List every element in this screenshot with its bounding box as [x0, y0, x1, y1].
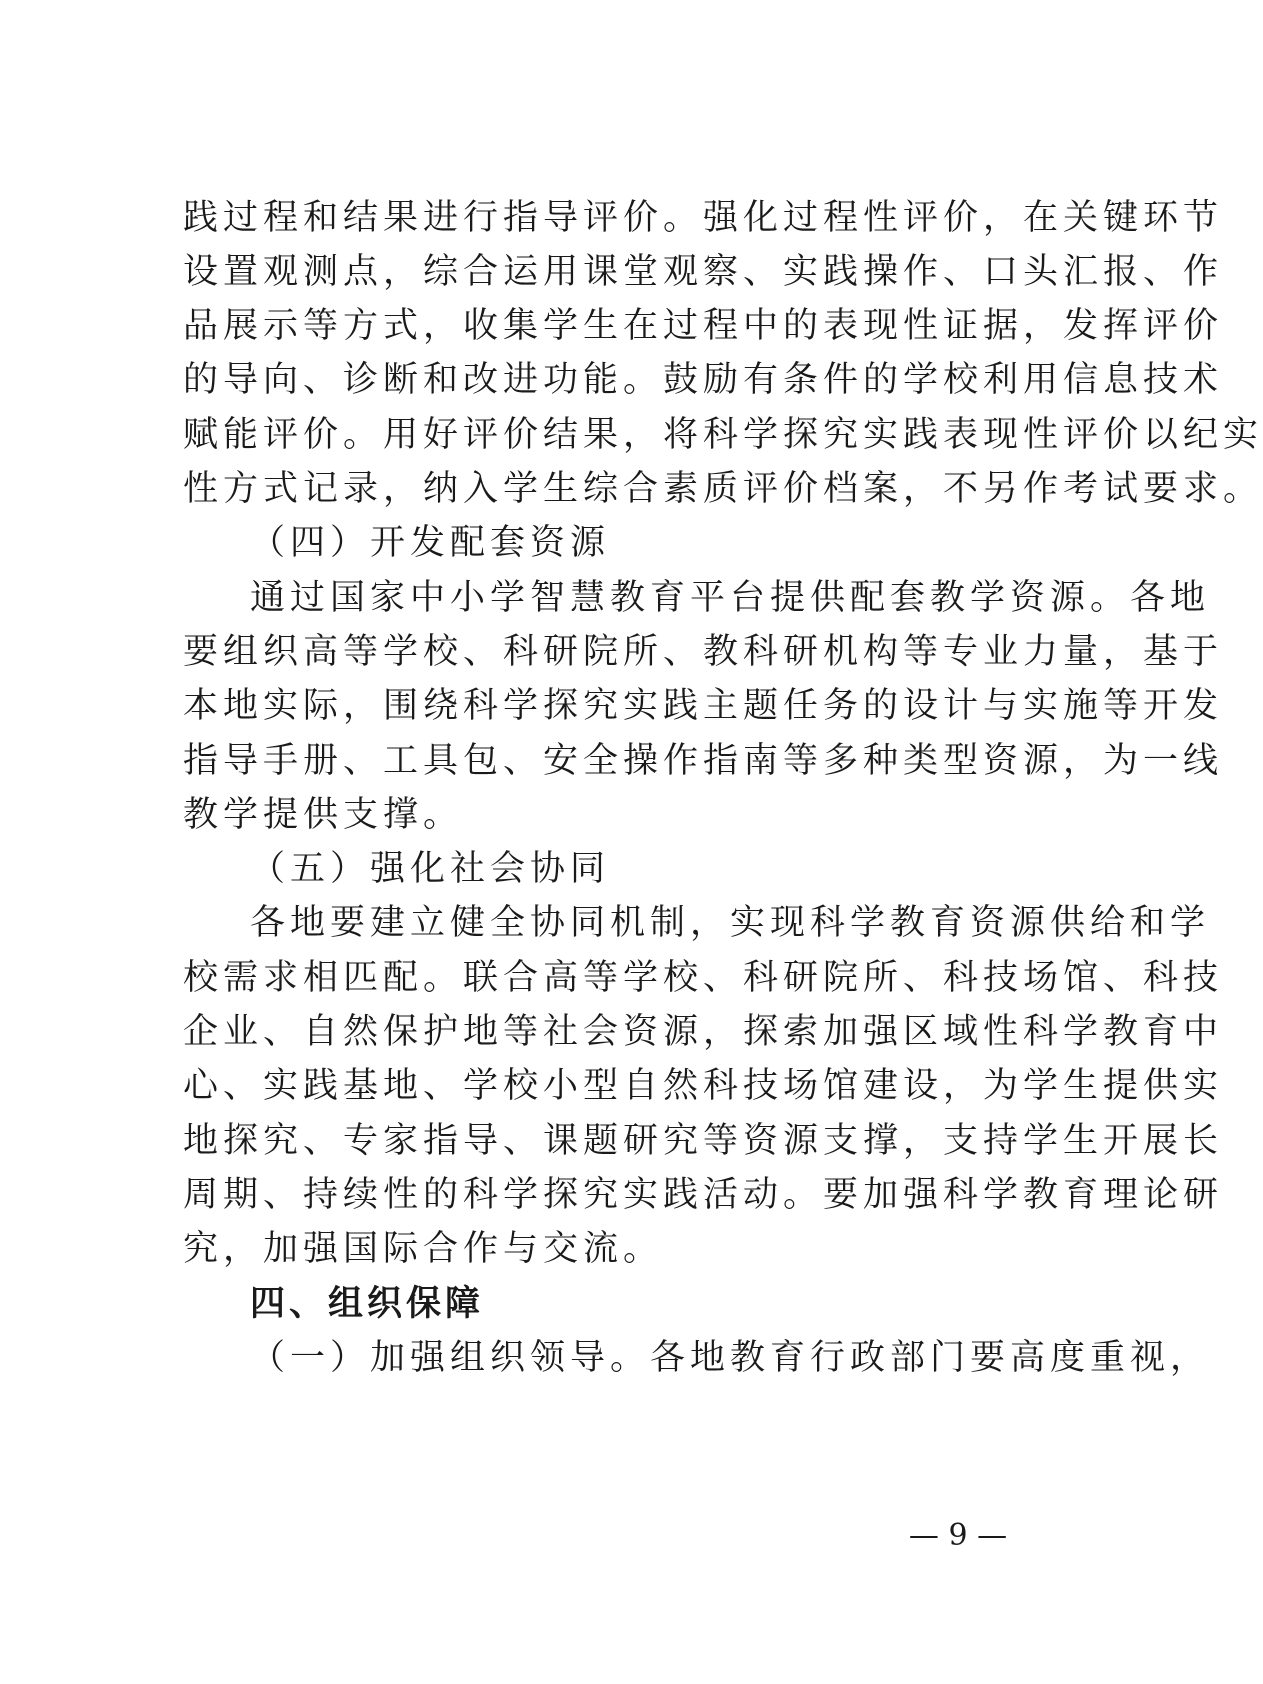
subsection-heading: （五）强化社会协同: [250, 849, 611, 889]
paragraph-line: 校需求相匹配。联合高等学校、科研院所、科技场馆、科技: [183, 958, 1224, 998]
paragraph-line: 品展示等方式，收集学生在过程中的表现性证据，发挥评价: [183, 306, 1224, 346]
paragraph-line: 教学提供支撑。: [183, 795, 464, 835]
paragraph-line: 究，加强国际合作与交流。: [183, 1229, 664, 1269]
paragraph-line: （一）加强组织领导。各地教育行政部门要高度重视，: [250, 1338, 1211, 1378]
section-heading: 四、组织保障: [250, 1284, 485, 1324]
paragraph-line: 设置观测点，综合运用课堂观察、实践操作、口头汇报、作: [183, 252, 1224, 292]
paragraph-line: 要组织高等学校、科研院所、教科研机构等专业力量，基于: [183, 632, 1224, 672]
paragraph-line: 指导手册、工具包、安全操作指南等多种类型资源，为一线: [183, 741, 1224, 781]
subsection-heading: （四）开发配套资源: [250, 523, 611, 563]
paragraph-line: 周期、持续性的科学探究实践活动。要加强科学教育理论研: [183, 1175, 1224, 1215]
paragraph-line: 的导向、诊断和改进功能。鼓励有条件的学校利用信息技术: [183, 360, 1224, 400]
paragraph-line: 践过程和结果进行指导评价。强化过程性评价，在关键环节: [183, 198, 1224, 238]
paragraph-line: 本地实际，围绕科学探究实践主题任务的设计与实施等开发: [183, 686, 1224, 726]
paragraph-line: 地探究、专家指导、课题研究等资源支撑，支持学生开展长: [183, 1121, 1224, 1161]
paragraph-line: 赋能评价。用好评价结果，将科学探究实践表现性评价以纪实: [183, 415, 1263, 455]
page-number: — 9 —: [908, 1518, 1008, 1553]
paragraph-line: 性方式记录，纳入学生综合素质评价档案，不另作考试要求。: [183, 469, 1263, 509]
paragraph-line: 通过国家中小学智慧教育平台提供配套教学资源。各地: [250, 578, 1211, 618]
paragraph-line: 各地要建立健全协同机制，实现科学教育资源供给和学: [250, 903, 1211, 943]
paragraph-line: 心、实践基地、学校小型自然科技场馆建设，为学生提供实: [183, 1066, 1224, 1106]
paragraph-line: 企业、自然保护地等社会资源，探索加强区域性科学教育中: [183, 1012, 1224, 1052]
